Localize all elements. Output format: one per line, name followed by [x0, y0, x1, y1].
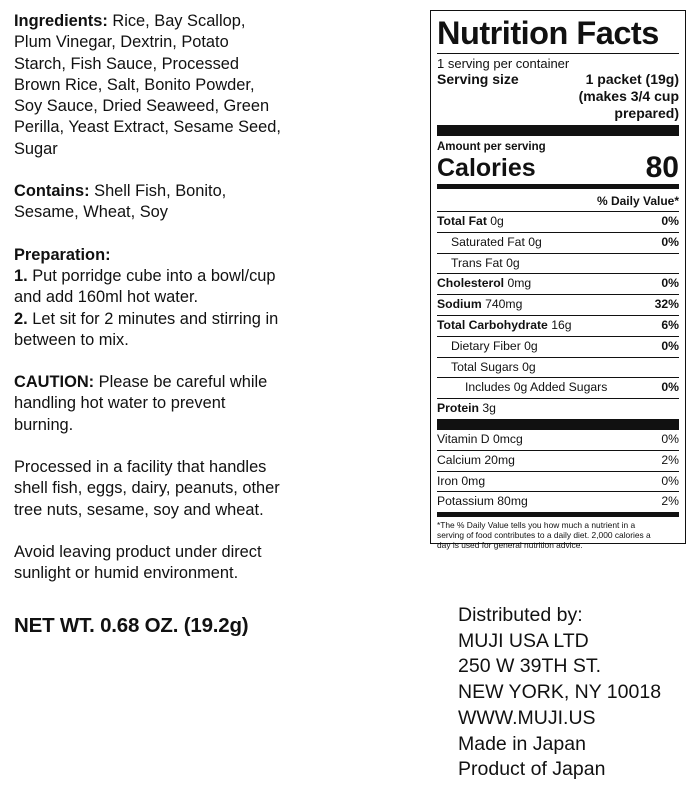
- vitamin-row-calcium: [437, 450, 679, 471]
- prep-step-text: and add 160ml hot water.: [14, 288, 199, 307]
- nutrient-dv: 32%: [654, 297, 679, 312]
- prep-step-number: 2.: [14, 309, 28, 328]
- storage-block: [14, 542, 314, 585]
- serving-size-value: 1 packet (19g) (makes 3/4 cup prepared): [578, 71, 679, 121]
- net-weight: NET WT. 0.68 OZ. (19.2g): [14, 614, 249, 637]
- nutrient-amount: 0g: [522, 359, 536, 374]
- distributor-line: Distributed by:: [458, 604, 583, 626]
- preparation-block: [14, 245, 314, 351]
- nutrient-dv: 0%: [661, 214, 679, 228]
- contains-label: Contains:: [14, 182, 90, 201]
- nutrient-row-protein: [437, 398, 679, 419]
- nutrient-amount: 16g: [551, 317, 572, 332]
- nutrient-amount: 0g: [490, 214, 504, 228]
- vitamin-label: Vitamin D 0mcg: [437, 431, 523, 446]
- nutrient-dv: 6%: [661, 317, 679, 332]
- daily-value-footnote: *The % Daily Value tells you how much a nutrient in a: [437, 512, 679, 530]
- distributor-line: Product of Japan: [458, 758, 606, 781]
- nutrient-label: Total Sugars: [451, 359, 519, 374]
- ingredients-text: Brown Rice, Salt, Bonito Powder,: [14, 75, 255, 94]
- nutrient-dv: 0%: [661, 234, 679, 249]
- nutrient-amount: 0mg: [507, 276, 532, 291]
- ingredients-text: Plum Vinegar, Dextrin, Potato: [14, 33, 229, 52]
- daily-value-footnote: day is used for general nutrition advice.: [437, 540, 583, 551]
- nutrient-amount: 740mg: [485, 297, 523, 312]
- nutrient-dv: 0%: [661, 338, 679, 353]
- nutrient-row-total-sugars: [437, 357, 679, 378]
- product-info-column: [14, 11, 314, 606]
- nutrient-label: Total Carbohydrate: [437, 317, 548, 332]
- ingredients-text: Rice, Bay Scallop,: [107, 12, 246, 30]
- facility-text: Processed in a facility that handles: [14, 458, 267, 477]
- divider-medium: [437, 184, 679, 189]
- storage-text: Avoid leaving product under direct: [14, 542, 262, 561]
- facility-text: shell fish, eggs, dairy, peanuts, other: [14, 479, 280, 498]
- vitamin-row-potassium: [437, 491, 679, 512]
- nutrient-label: Saturated Fat: [451, 234, 525, 249]
- ingredients-text: Perilla, Yeast Extract, Sesame Seed,: [14, 118, 281, 137]
- nutrient-label: Protein: [437, 401, 479, 416]
- nutrient-row-sodium: [437, 294, 679, 315]
- nutrient-label: Cholesterol: [437, 276, 505, 291]
- nutrient-amount: 0g: [524, 338, 538, 353]
- nutrient-label: Trans Fat: [451, 255, 503, 270]
- storage-text: sunlight or humid environment.: [14, 564, 239, 583]
- facility-text: tree nuts, sesame, soy and wheat.: [14, 500, 264, 519]
- distributor-block: [458, 603, 661, 783]
- vitamin-row-iron: [437, 471, 679, 492]
- nutrient-amount: 0g: [506, 255, 520, 270]
- ingredients-block: [14, 11, 314, 160]
- vitamin-label: Calcium 20mg: [437, 452, 515, 467]
- divider-thick: [437, 419, 679, 430]
- servings-per-container: 1 serving per container: [437, 53, 679, 71]
- distributor-line: Made in Japan: [458, 732, 586, 755]
- vitamin-row-vitamin-d: [437, 430, 679, 450]
- daily-value-header: % Daily Value*: [596, 194, 679, 208]
- nutrient-row-dietary-fiber: [437, 336, 679, 357]
- nutrition-facts-title: Nutrition Facts: [437, 15, 659, 51]
- nutrient-amount: 0g: [528, 234, 542, 249]
- calories-label: Calories: [437, 154, 536, 182]
- ingredients-text: Starch, Fish Sauce, Processed: [14, 54, 240, 73]
- nutrient-row-total-fat: [437, 211, 679, 232]
- serving-size-row: [437, 71, 679, 122]
- prep-step-text: between to mix.: [14, 330, 129, 349]
- vitamin-dv: 0%: [661, 473, 679, 488]
- nutrient-row-cholesterol: [437, 273, 679, 294]
- distributor-line: NEW YORK, NY 10018: [458, 681, 662, 704]
- caution-text: burning.: [14, 415, 74, 434]
- caution-text: Please be careful while: [94, 373, 268, 392]
- prep-step-text: Let sit for 2 minutes and stirring in: [27, 309, 279, 328]
- nutrient-row-added-sugars: [437, 377, 679, 398]
- nutrient-dv: 0%: [661, 276, 679, 291]
- nutrient-label: Includes 0g Added Sugars: [465, 380, 608, 395]
- nutrient-row-trans-fat: [437, 253, 679, 274]
- contains-text: Sesame, Wheat, Soy: [14, 203, 168, 222]
- vitamin-label: Iron 0mg: [437, 473, 486, 488]
- nutrient-row-total-carbohydrate: [437, 315, 679, 336]
- distributor-line: WWW.MUJI.US: [458, 706, 596, 729]
- distributor-line: MUJI USA LTD: [458, 629, 589, 652]
- nutrient-dv: 0%: [661, 380, 679, 395]
- preparation-label: Preparation:: [14, 245, 111, 264]
- nutrition-facts-panel: [430, 10, 686, 551]
- caution-label: CAUTION:: [14, 373, 95, 392]
- vitamin-dv: 2%: [661, 494, 679, 509]
- facility-block: [14, 457, 314, 521]
- daily-value-footnote: serving of food contributes to a daily diet. 2,000 calories a: [437, 530, 651, 541]
- contains-text: Shell Fish, Bonito,: [89, 182, 227, 201]
- vitamin-label: Potassium 80mg: [437, 494, 528, 509]
- ingredients-label: Ingredients:: [14, 12, 108, 30]
- nutrient-label: Total Fat: [437, 214, 487, 228]
- nutrient-amount: 3g: [482, 401, 496, 416]
- ingredients-text: Soy Sauce, Dried Seaweed, Green: [14, 97, 270, 116]
- serving-size-label: Serving size: [437, 71, 519, 87]
- contains-block: [14, 181, 314, 224]
- nutrient-row-saturated-fat: [437, 232, 679, 253]
- prep-step-number: 1.: [14, 266, 28, 285]
- divider-thick: [437, 125, 679, 136]
- distributor-line: 250 W 39TH ST.: [458, 655, 602, 678]
- calories-row: [437, 151, 679, 184]
- caution-text: handling hot water to prevent: [14, 394, 226, 413]
- vitamin-dv: 2%: [661, 452, 679, 467]
- nutrient-label: Sodium: [437, 297, 482, 312]
- vitamin-dv: 0%: [661, 431, 679, 446]
- ingredients-text: Sugar: [14, 139, 58, 158]
- calories-value: 80: [645, 151, 679, 184]
- amount-per-serving: Amount per serving: [437, 141, 546, 153]
- caution-block: [14, 372, 314, 436]
- nutrient-label: Dietary Fiber: [451, 338, 521, 353]
- prep-step-text: Put porridge cube into a bowl/cup: [27, 266, 276, 285]
